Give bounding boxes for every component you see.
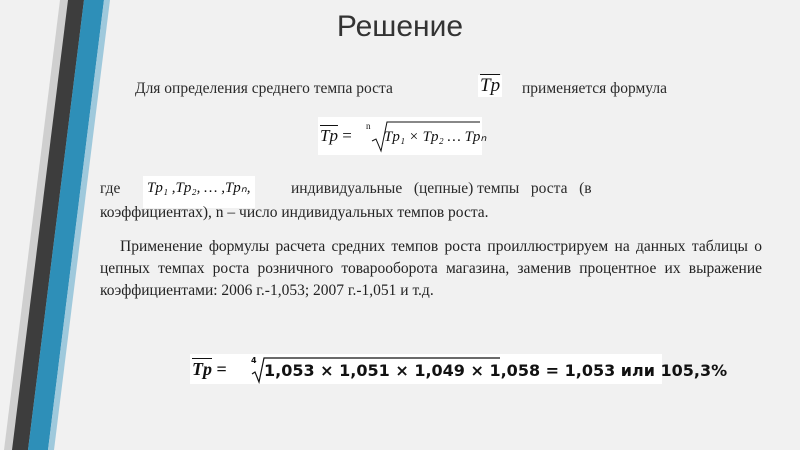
example-formula bbox=[190, 354, 728, 384]
slide-title: Решение bbox=[336, 10, 464, 43]
intro-text-after: применяется формула bbox=[522, 80, 667, 97]
tp-sequence: Tp₁ ,Tp₂, … ,Tpₙ, bbox=[143, 176, 255, 208]
example-formula-body: 1,053 × 1,051 × 1,049 × 1,058 = 1,053 или 105,3% bbox=[264, 361, 728, 380]
decorative-stripes bbox=[0, 0, 140, 450]
where-word: где bbox=[100, 180, 121, 197]
example-root-index: 4 bbox=[251, 356, 257, 365]
intro-text: Для определения среднего темпа роста bbox=[135, 80, 393, 97]
example-paragraph: Применение формулы расчета средних темпов роста проиллюстрируем на данных таблицы о цепных темпах роста розничного товарооборота магазина, заменив процентное их выражение коэффициентами: 2006 г.-1,053; 2007 г.-1,051 и т.д. bbox=[100, 238, 762, 299]
formula-radicand: Tp₁ × Tp₂ … Tpₙ bbox=[384, 129, 487, 145]
root-index: n bbox=[366, 121, 371, 131]
definition-line2: коэффициентах), n – число индивидуальных темпов роста. bbox=[100, 204, 489, 221]
example-lhs: $\overline{Tp}$ = bbox=[192, 359, 227, 379]
definition-line1: индивидуальные (цепные) темпы роста (в bbox=[291, 180, 592, 197]
formula-lhs: $\overline{Tp}$ = bbox=[320, 126, 352, 145]
tp-symbol: $\overline{Tp}$ bbox=[480, 75, 501, 96]
geometric-mean-formula bbox=[318, 117, 487, 155]
